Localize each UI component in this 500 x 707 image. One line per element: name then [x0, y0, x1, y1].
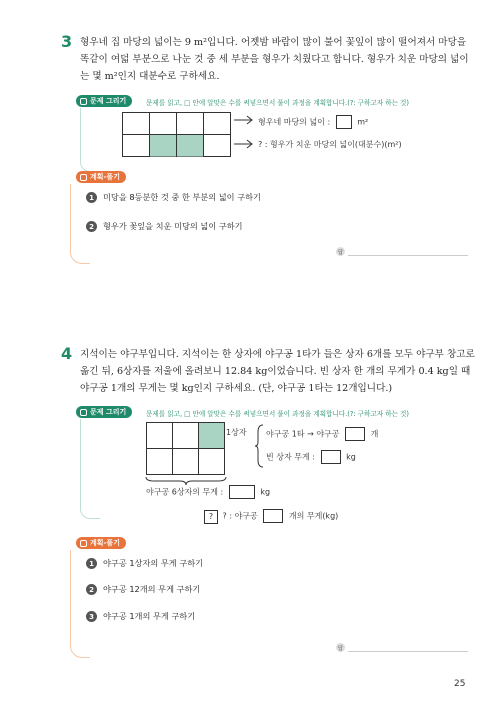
q4-box-grid	[146, 422, 226, 476]
q4-answer-line[interactable]	[348, 640, 468, 652]
q3-answer	[336, 244, 468, 256]
q4-question-blank[interactable]	[263, 509, 283, 523]
step-number-2: 2	[86, 584, 97, 595]
brace-icon	[255, 425, 263, 467]
q4-answer	[336, 640, 468, 652]
plan-icon	[80, 540, 87, 547]
q4-left-brace	[254, 424, 264, 468]
question-box-icon: ?	[204, 510, 218, 524]
q4-step-1: 1 야구공 1상자의 무게 구하기	[86, 558, 203, 569]
q4-empty-box-blank[interactable]	[321, 450, 341, 464]
q3-area-blank[interactable]	[336, 115, 352, 129]
q4-step-3: 3 야구공 1개의 무게 구하기	[86, 611, 195, 622]
q4-six-weight-blank[interactable]	[229, 485, 255, 499]
step-number-1: 1	[86, 558, 97, 569]
draw-icon	[80, 409, 87, 416]
q4-count-blank[interactable]	[345, 427, 365, 441]
q4-draw-bracket	[80, 419, 100, 519]
step-number-1: 1	[86, 192, 97, 203]
draw-icon	[80, 98, 87, 105]
q3-answer-line[interactable]	[348, 244, 468, 256]
arrow-right-icon	[234, 116, 252, 124]
q4-draw-note: 문제를 읽고, □ 안에 알맞은 수를 써넣으면서 풀이 과정을 계획합니다.(?: 구하고자 하는 것)	[146, 410, 410, 418]
q4-text: 지석이는 야구부입니다. 지석이는 한 상자에 야구공 1타가 들은 상자 6개를 모두 야구부 창고로 옮긴 뒤, 6상자를 저울에 올려보니 12.84 kg이었습니다. 빈 상자 한 개의 무게가 0.4 kg일 때 야구공 1개의 무게는 몇 kg인지 구하세요. (단, 야구공 1타는 12개입니다.)	[80, 349, 475, 394]
q4-draw-tag: 문제 그리기	[76, 406, 132, 418]
q3-hand-question: ? : 형우가 치운 마당의 넓이(대분수)(m²)	[258, 140, 402, 149]
answer-label: 답	[336, 247, 345, 256]
plan-icon	[80, 174, 87, 181]
q4-hand-dozen: 야구공 1타 → 야구공 개	[266, 427, 378, 441]
q3-yard-grid	[122, 112, 232, 158]
arrow-right-icon	[234, 140, 252, 148]
q3-hand-area: 형우네 마당의 넓이 : m²	[258, 115, 368, 129]
q4-hand-box1: 1상자	[226, 428, 247, 437]
q4-hand-six-weight: 야구공 6상자의 무게 : kg	[146, 485, 270, 499]
q3-text: 형우네 집 마당의 넓이는 9 m²입니다. 어젯밤 바람이 많이 불어 꽃잎이 많이 떨어져서 마당을 똑같이 여덟 부분으로 나눈 것 중 세 부분을 형우가 치웠다고 합니다. 형우가 치운 마당의 넓이는 몇 m²인지 대분수로 구하세요.	[80, 37, 469, 82]
q3-draw-note: 문제를 읽고, □ 안에 알맞은 수를 써넣으면서 풀이 과정을 계획합니다.(?: 구하고자 하는 것)	[146, 99, 410, 107]
answer-label: 답	[336, 643, 345, 652]
q4-step-2: 2 야구공 12개의 무게 구하기	[86, 584, 200, 595]
q4-plan-tag: 계획-풀기	[76, 537, 126, 549]
q4-hand-empty-box: 빈 상자 무게 : kg	[266, 450, 356, 464]
step-number-3: 3	[86, 611, 97, 622]
step-number-2: 2	[86, 221, 97, 232]
q4-hand-question: ? ? : 야구공 개의 무게(kg)	[204, 509, 338, 524]
q3-step-1: 1 미당을 8등분한 것 중 한 부분의 넓이 구하기	[86, 192, 261, 203]
q3-plan-tag: 계획-풀기	[76, 171, 126, 183]
q3-arrows	[232, 110, 256, 154]
q3-number: 3	[61, 32, 73, 51]
q3-draw-bracket	[80, 108, 100, 172]
page-number: 25	[454, 679, 466, 689]
q4-number: 4	[61, 344, 73, 363]
brace-icon	[146, 477, 226, 485]
grid-shaded-cell	[199, 423, 225, 449]
q3-step-2: 2 형우가 꽃잎을 치운 미당의 넓이 구하기	[86, 221, 243, 232]
q3-draw-tag: 문제 그리기	[76, 95, 132, 107]
